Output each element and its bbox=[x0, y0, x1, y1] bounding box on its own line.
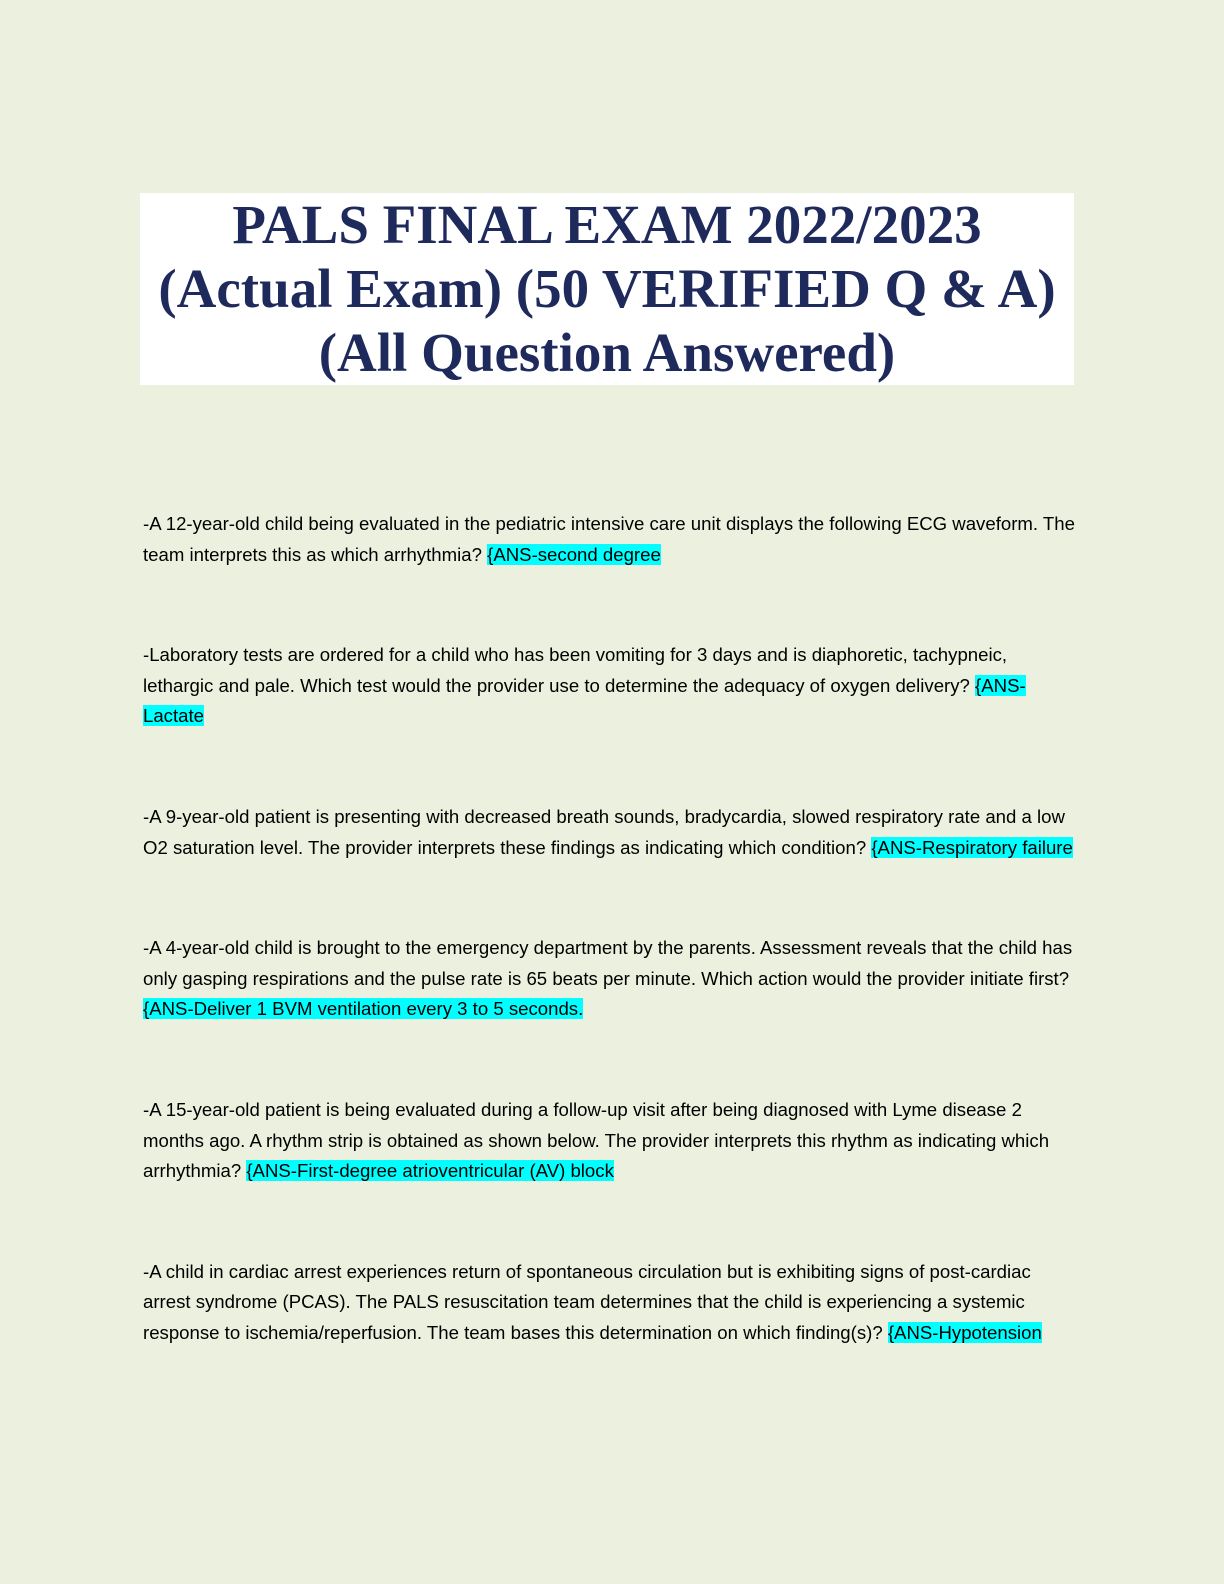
qa-item-3 bbox=[143, 802, 1078, 863]
title-line-2: (Actual Exam) (50 VERIFIED Q & A) bbox=[158, 258, 1056, 319]
question-text: -A 4-year-old child is brought to the emergency department by the parents. Assessment reveals that the child has only gasping respirations and the pulse rate is 65 beats per minute. Which action would the provider initiate first? bbox=[143, 937, 1073, 989]
document-title bbox=[140, 193, 1074, 385]
qa-item-5 bbox=[143, 1095, 1078, 1187]
answer-highlight: {ANS-First-degree atrioventricular (AV) block bbox=[246, 1160, 614, 1182]
title-line-3: (All Question Answered) bbox=[318, 322, 896, 383]
answer-highlight: {ANS-Hypotension bbox=[887, 1321, 1042, 1343]
question-text: -A 12-year-old child being evaluated in the pediatric intensive care unit displays the following ECG waveform. The team interprets this as which arrhythmia? bbox=[143, 513, 1075, 565]
answer-highlight: {ANS-Deliver 1 BVM ventilation every 3 to 5 seconds. bbox=[143, 998, 584, 1020]
qa-item-6 bbox=[143, 1257, 1078, 1349]
question-answer-list bbox=[143, 509, 1078, 1349]
qa-item-4 bbox=[143, 933, 1078, 1025]
question-text: -A child in cardiac arrest experiences return of spontaneous circulation but is exhibiting signs of post-cardiac arrest syndrome (PCAS). The PALS resuscitation team determines that the child is experiencing a systemic response to ischemia/reperfusion. The team bases this determination on which finding(s)? bbox=[143, 1260, 1031, 1343]
question-text: -Laboratory tests are ordered for a child who has been vomiting for 3 days and is diaphoretic, tachypneic, lethargic and pale. Which test would the provider use to determine the adequacy of oxygen delivery? bbox=[143, 644, 1008, 696]
title-line-1: PALS FINAL EXAM 2022/2023 bbox=[232, 194, 982, 255]
question-text: -A 15-year-old patient is being evaluated during a follow-up visit after being diagnosed with Lyme disease 2 months ago. A rhythm strip is obtained as shown below. The provider interprets this rhythm as indicating which arrhythmia? bbox=[143, 1098, 1050, 1182]
qa-item-1 bbox=[143, 509, 1078, 570]
answer-highlight: {ANS-Lactate bbox=[143, 674, 1026, 727]
answer-highlight: {ANS-second degree bbox=[487, 543, 661, 565]
qa-item-2 bbox=[143, 640, 1078, 732]
answer-highlight: {ANS-Respiratory failure bbox=[871, 836, 1073, 858]
question-text: -A 9-year-old patient is presenting with decreased breath sounds, bradycardia, slowed respiratory rate and a low O2 saturation level. The provider interprets these findings as indicating which condition? bbox=[143, 805, 1065, 858]
